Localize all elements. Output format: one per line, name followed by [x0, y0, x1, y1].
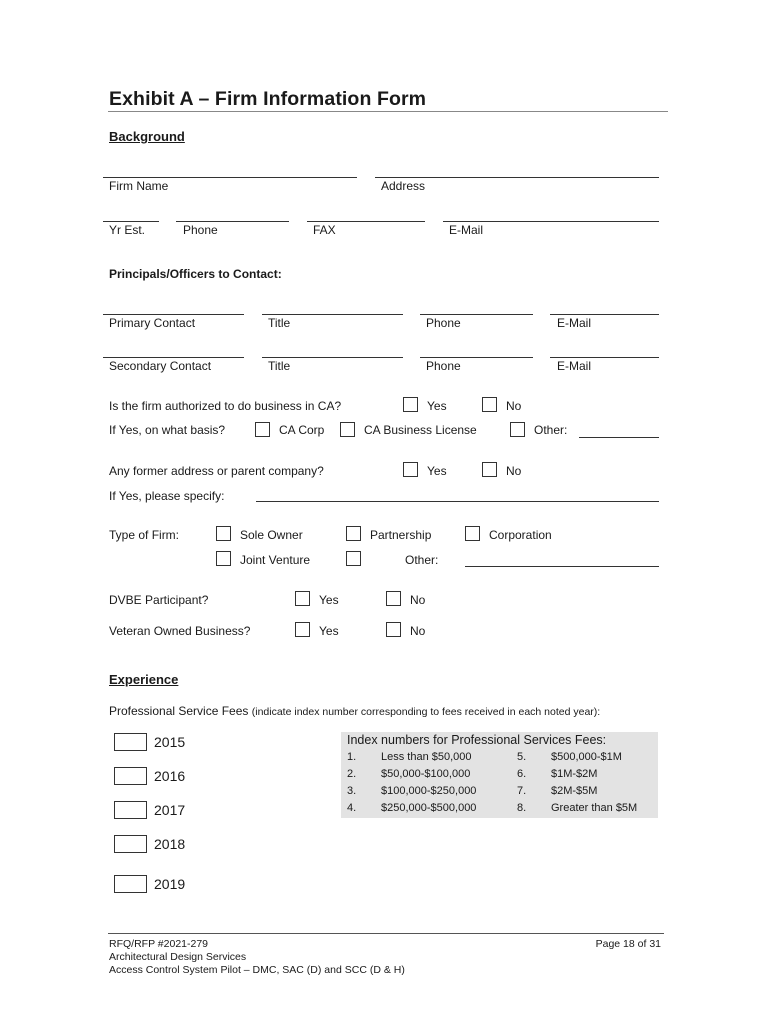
veteran-yes-checkbox[interactable] — [295, 622, 310, 637]
partnership-label: Partnership — [370, 528, 432, 542]
specify-label: If Yes, please specify: — [109, 489, 225, 503]
footer-rfq: RFQ/RFP #2021-279 — [109, 938, 209, 950]
index-range: $50,000-$100,000 — [381, 768, 471, 780]
index-range: Greater than $5M — [551, 802, 638, 814]
ca-authorized-question: Is the firm authorized to do business in CA? — [109, 399, 342, 413]
secondary-contact-field[interactable] — [103, 357, 244, 358]
yr-est-label: Yr Est. — [109, 223, 146, 237]
primary-phone-field[interactable] — [420, 314, 533, 315]
former-address-yes-checkbox[interactable] — [403, 462, 418, 477]
fee-index-title: Index numbers for Professional Services Fees: — [347, 733, 607, 747]
title-divider — [108, 111, 668, 112]
index-number: 1. — [347, 751, 357, 763]
address-field[interactable] — [375, 177, 659, 178]
address-label: Address — [381, 179, 426, 193]
former-address-no-label: No — [506, 464, 522, 478]
sole-owner-label: Sole Owner — [240, 528, 303, 542]
fees-label: Professional Service Fees — [109, 704, 249, 718]
footer-project: Architectural Design Services — [109, 951, 247, 963]
fees-instruction — [109, 704, 600, 718]
firm-other-field[interactable] — [465, 566, 659, 567]
secondary-email-field[interactable] — [550, 357, 659, 358]
secondary-phone-field[interactable] — [420, 357, 533, 358]
year-label: 2016 — [154, 768, 186, 784]
index-range: $2M-$5M — [551, 785, 598, 797]
secondary-email-label: E-Mail — [557, 359, 592, 373]
ca-authorized-yes-label: Yes — [427, 399, 447, 413]
index-range: $250,000-$500,000 — [381, 802, 477, 814]
index-number: 6. — [517, 768, 527, 780]
fax-field[interactable] — [307, 221, 425, 222]
ca-corp-label: CA Corp — [279, 423, 325, 437]
former-address-question: Any former address or parent company? — [109, 464, 324, 478]
year-2016-input[interactable] — [114, 767, 147, 785]
primary-title-label: Title — [268, 316, 291, 330]
index-range: $1M-$2M — [551, 768, 598, 780]
page-title: Exhibit A – Firm Information Form — [109, 88, 427, 110]
firm-name-field[interactable] — [103, 177, 357, 178]
yr-est-field[interactable] — [103, 221, 159, 222]
firm-other-label: Other: — [405, 553, 439, 567]
year-2015-input[interactable] — [114, 733, 147, 751]
basis-question: If Yes, on what basis? — [109, 423, 226, 437]
experience-heading: Experience — [109, 672, 179, 687]
ca-authorized-no-label: No — [506, 399, 522, 413]
year-2018-input[interactable] — [114, 835, 147, 853]
phone-label: Phone — [183, 223, 218, 237]
primary-email-label: E-Mail — [557, 316, 592, 330]
index-number: 4. — [347, 802, 357, 814]
basis-other-checkbox[interactable] — [510, 422, 525, 437]
dvbe-yes-checkbox[interactable] — [295, 591, 310, 606]
veteran-no-label: No — [410, 624, 426, 638]
year-label: 2017 — [154, 802, 186, 818]
primary-phone-label: Phone — [426, 316, 461, 330]
year-label: 2019 — [154, 876, 186, 892]
footer-info — [109, 938, 405, 977]
secondary-title-label: Title — [268, 359, 291, 373]
primary-title-field[interactable] — [262, 314, 403, 315]
firm-other-checkbox[interactable] — [346, 551, 361, 566]
primary-contact-label: Primary Contact — [109, 316, 196, 330]
former-address-no-checkbox[interactable] — [482, 462, 497, 477]
joint-venture-label: Joint Venture — [240, 553, 311, 567]
year-2019-input[interactable] — [114, 875, 147, 893]
index-range: Less than $50,000 — [381, 751, 472, 763]
ca-authorized-no-checkbox[interactable] — [482, 397, 497, 412]
corporation-label: Corporation — [489, 528, 552, 542]
fees-note: (indicate index number corresponding to fees received in each noted year): — [251, 706, 601, 718]
index-number: 8. — [517, 802, 527, 814]
dvbe-no-label: No — [410, 593, 426, 607]
sole-owner-checkbox[interactable] — [216, 526, 231, 541]
partnership-checkbox[interactable] — [346, 526, 361, 541]
index-number: 2. — [347, 768, 357, 780]
page-number: Page 18 of 31 — [595, 938, 661, 950]
basis-other-label: Other: — [534, 423, 568, 437]
email-field[interactable] — [443, 221, 659, 222]
type-of-firm-label: Type of Firm: — [109, 528, 180, 542]
fee-index-table — [341, 732, 658, 818]
index-number: 7. — [517, 785, 527, 797]
index-number: 5. — [517, 751, 527, 763]
index-range: $100,000-$250,000 — [381, 785, 477, 797]
secondary-title-field[interactable] — [262, 357, 403, 358]
basis-other-field[interactable] — [579, 437, 659, 438]
fax-label: FAX — [313, 223, 336, 237]
secondary-phone-label: Phone — [426, 359, 461, 373]
veteran-yes-label: Yes — [319, 624, 339, 638]
index-number: 3. — [347, 785, 357, 797]
index-range: $500,000-$1M — [551, 751, 622, 763]
ca-authorized-yes-checkbox[interactable] — [403, 397, 418, 412]
specify-field[interactable] — [256, 501, 659, 502]
footer-subtitle: Access Control System Pilot – DMC, SAC (D) and SCC (D & H) — [109, 964, 405, 976]
footer-divider — [108, 933, 664, 934]
dvbe-yes-label: Yes — [319, 593, 339, 607]
ca-license-label: CA Business License — [364, 423, 477, 437]
secondary-contact-label: Secondary Contact — [109, 359, 212, 373]
former-address-yes-label: Yes — [427, 464, 447, 478]
veteran-label: Veteran Owned Business? — [109, 624, 251, 638]
corporation-checkbox[interactable] — [465, 526, 480, 541]
ca-license-checkbox[interactable] — [340, 422, 355, 437]
email-label: E-Mail — [449, 223, 484, 237]
year-2017-input[interactable] — [114, 801, 147, 819]
primary-email-field[interactable] — [550, 314, 659, 315]
background-heading: Background — [109, 129, 185, 144]
phone-field[interactable] — [176, 221, 289, 222]
firm-name-label: Firm Name — [109, 179, 169, 193]
principals-heading: Principals/Officers to Contact: — [109, 267, 282, 281]
primary-contact-field[interactable] — [103, 314, 244, 315]
year-label: 2015 — [154, 734, 186, 750]
veteran-no-checkbox[interactable] — [386, 622, 401, 637]
year-label: 2018 — [154, 836, 186, 852]
dvbe-label: DVBE Participant? — [109, 593, 209, 607]
dvbe-no-checkbox[interactable] — [386, 591, 401, 606]
ca-corp-checkbox[interactable] — [255, 422, 270, 437]
joint-venture-checkbox[interactable] — [216, 551, 231, 566]
